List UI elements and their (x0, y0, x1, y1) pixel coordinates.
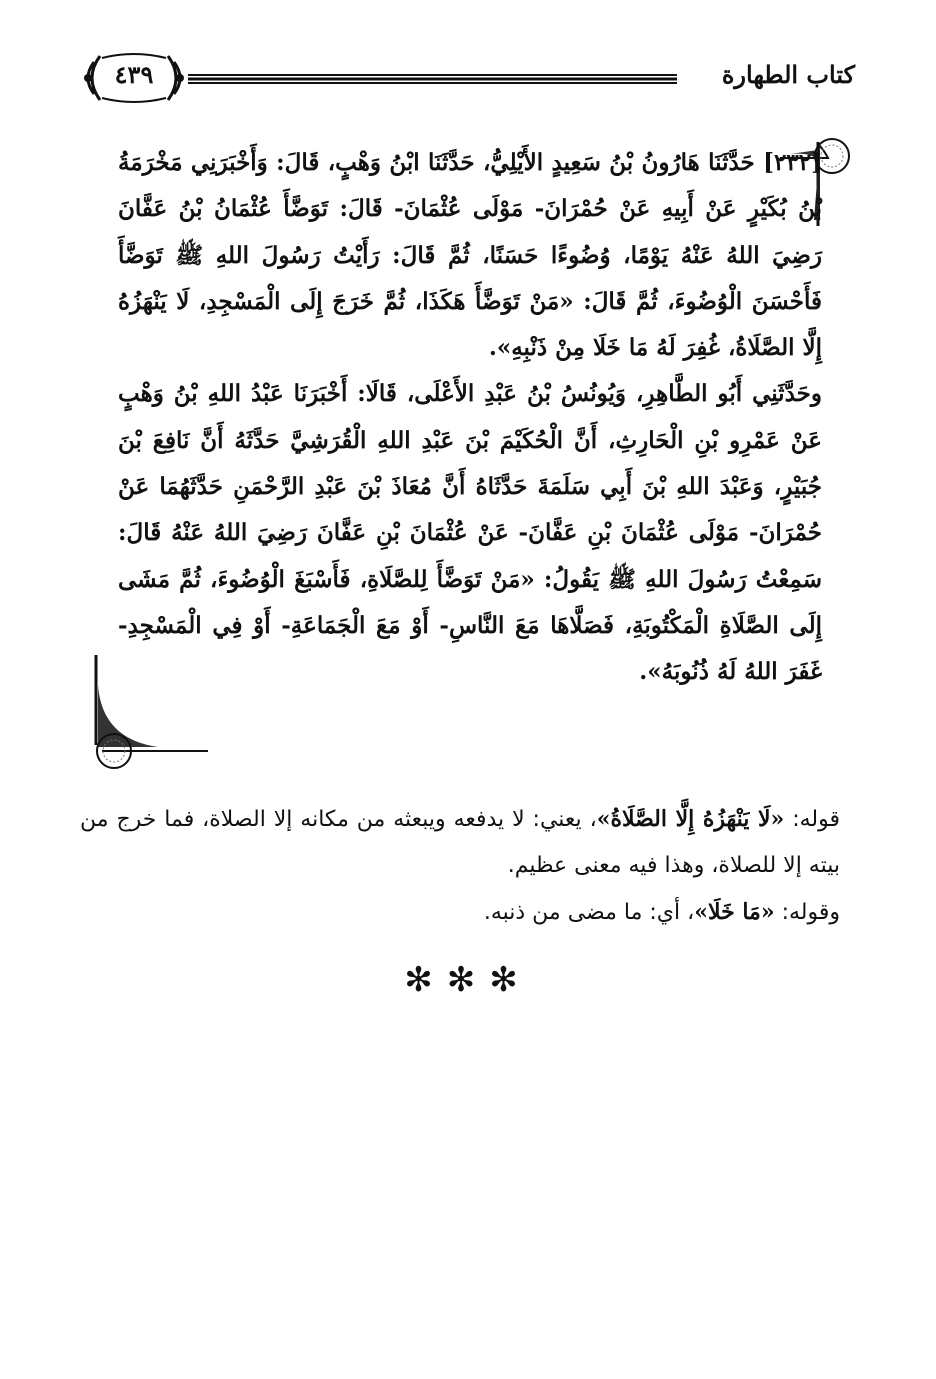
hadith-number: [٢٣٢] (763, 149, 822, 176)
hadith-text-2: وحَدَّثَنِي أَبُو الطَّاهِرِ، وَيُونُسُ بْنُ عَبْدِ الأَعْلَى، قَالَا: أَخْبَرَنَا عَبْدُ اللهِ بْنُ وَهْبٍ عَنْ عَمْرِو بْنِ الْحَارِثِ، أَنَّ الْحُكَيْمَ بْنَ عَبْدِ اللهِ الْقُرَشِيَّ حَدَّثَهُ أَنَّ نَافِعَ بْنَ جُبَيْرٍ، وَعَبْدَ اللهِ بْنَ أَبِي سَلَمَةَ حَدَّثَاهُ أَنَّ مُعَاذَ بْنَ عَبْدِ الرَّحْمَنِ حَدَّثَهُمَا عَنْ حُمْرَانَ- مَوْلَى عُثْمَانَ بْنِ عَفَّانَ- عَنْ عُثْمَانَ بْنِ عَفَّانَ رَضِيَ اللهُ عَنْهُ قَالَ: سَمِعْتُ رَسُولَ اللهِ ﷺ يَقُولُ: «مَنْ تَوَضَّأَ لِلصَّلَاةِ، فَأَسْبَغَ الْوُضُوءَ، ثُمَّ مَشَى إِلَى الصَّلَاةِ الْمَكْتُوبَةِ، فَصَلَّاهَا مَعَ النَّاسِ- أَوْ مَعَ الْجَمَاعَةِ- أَوْ فِي الْمَسْجِدِ- غَفَرَ اللهُ لَهُ ذُنُوبَهُ». (118, 380, 822, 686)
section-separator: ✻✻✻ (404, 960, 532, 1000)
commentary-block (80, 796, 840, 936)
commentary-text: ، يعني: لا يدفعه ويبعثه من مكانه إلا الصلاة، فما خرج من بيته إلا للصلاة، وهذا فيه معنى عظيم. (80, 807, 840, 878)
hadith-text-1: حَدَّثَنَا هَارُونُ بْنُ سَعِيدٍ الأَيْلِيُّ، حَدَّثَنَا ابْنُ وَهْبٍ، قَالَ: وَأَخْبَرَنِي مَخْرَمَةُ بْنُ بُكَيْرٍ عَنْ أَبِيهِ عَنْ حُمْرَانَ- مَوْلَى عُثْمَانَ- قَالَ: تَوَضَّأَ عُثْمَانُ بْنُ عَفَّانَ رَضِيَ اللهُ عَنْهُ يَوْمًا، وُضُوءًا حَسَنًا، ثُمَّ قَالَ: رَأَيْتُ رَسُولَ اللهِ ﷺ تَوَضَّأَ فَأَحْسَنَ الْوُضُوءَ، ثُمَّ قَالَ: «مَنْ تَوَضَّأَ هَكَذَا، ثُمَّ خَرَجَ إِلَى الْمَسْجِدِ، لَا يَنْهَزُهُ إِلَّا الصَّلَاةُ، غُفِرَ لَهُ مَا خَلَا مِنْ ذَنْبِهِ». (118, 149, 822, 362)
commentary-paragraph (80, 796, 840, 889)
book-title: كتاب الطهارة (721, 60, 855, 89)
header-rule (188, 72, 677, 86)
hadith-paragraph (118, 371, 822, 695)
commentary-prefix: وقوله: (774, 900, 840, 925)
page-number-badge (80, 52, 188, 104)
commentary-paragraph (80, 889, 840, 936)
page-number: ٤٣٩ (114, 60, 154, 89)
page-header (80, 52, 855, 108)
hadith-paragraph (118, 140, 822, 371)
commentary-text: ، أي: ما مضى من ذنبه. (483, 900, 695, 925)
hadith-text-block (118, 140, 822, 730)
commentary-quote: «لَا يَنْهَزُهُ إِلَّا الصَّلَاةُ» (596, 806, 785, 832)
commentary-quote: «مَا خَلَا» (694, 899, 775, 925)
commentary-prefix: قوله: (784, 807, 840, 832)
